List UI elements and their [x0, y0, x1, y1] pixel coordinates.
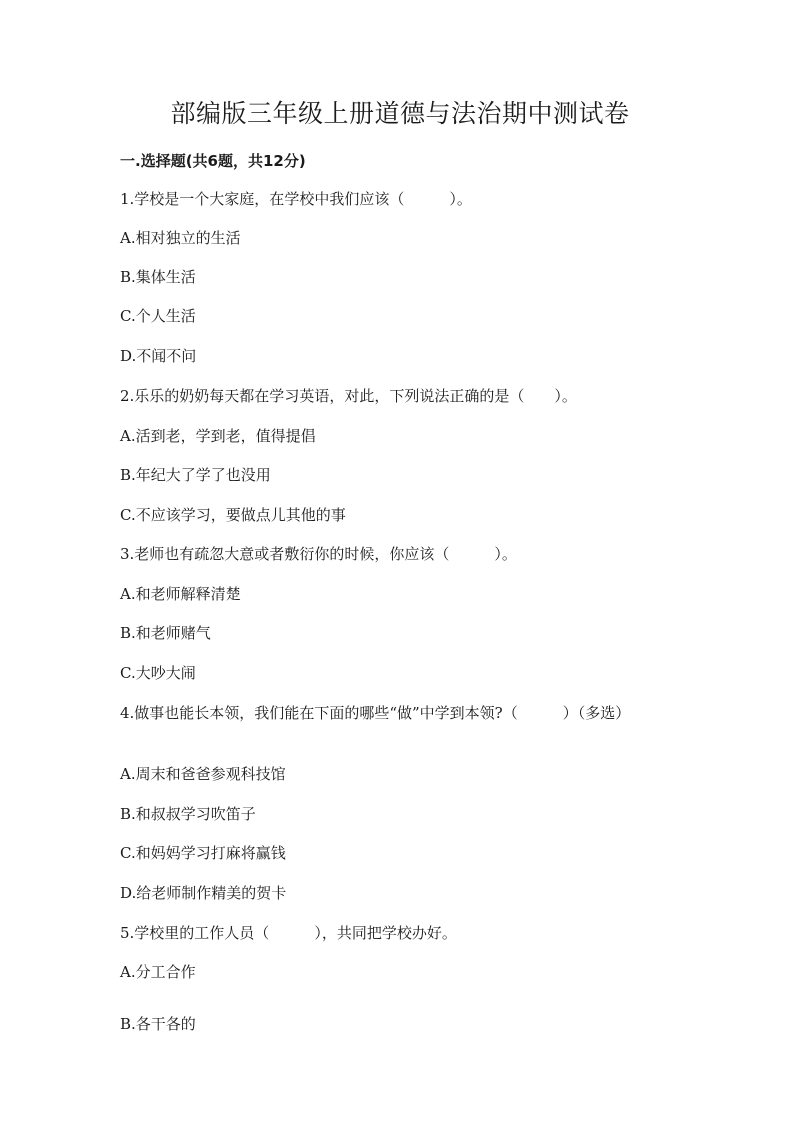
question-5-option-a: A.分工合作: [120, 963, 196, 981]
question-4-option-c: C.和妈妈学习打麻将赢钱: [120, 844, 286, 862]
question-1-option-a: A.相对独立的生活: [120, 229, 241, 247]
question-1-option-d: D.不闻不问: [120, 347, 197, 365]
question-4-option-d: D.给老师制作精美的贺卡: [120, 884, 287, 902]
question-5-option-b: B.各干各的: [120, 1015, 196, 1033]
question-1-option-c: C.个人生活: [120, 307, 196, 325]
question-2-option-c: C.不应该学习，要做点儿其他的事: [120, 506, 346, 524]
question-4-option-a: A.周末和爸爸参观科技馆: [120, 765, 286, 783]
question-3-option-a: A.和老师解释清楚: [120, 585, 241, 603]
question-2-option-a: A.活到老，学到老，值得提倡: [120, 427, 316, 445]
page-title: 部编版三年级上册道德与法治期中测试卷: [170, 99, 630, 128]
question-2-stem: 2.乐乐的奶奶每天都在学习英语，对此，下列说法正确的是（ ）。: [120, 387, 577, 405]
question-1-stem: 1.学校是一个大家庭，在学校中我们应该（ ）。: [120, 190, 472, 208]
section-heading: 一.选择题(共6题，共12分): [120, 152, 306, 170]
question-3-option-c: C.大吵大闹: [120, 664, 196, 682]
question-1-option-b: B.集体生活: [120, 268, 196, 286]
question-3-option-b: B.和老师赌气: [120, 624, 211, 642]
question-4-stem: 4.做事也能长本领，我们能在下面的哪些“做”中学到本领?（ ）（多选）: [120, 704, 631, 722]
question-3-stem: 3.老师也有疏忽大意或者敷衍你的时候，你应该（ ）。: [120, 545, 517, 563]
question-5-stem: 5.学校里的工作人员（ ），共同把学校办好。: [120, 924, 457, 942]
question-4-option-b: B.和叔叔学习吹笛子: [120, 805, 256, 823]
question-2-option-b: B.年纪大了学了也没用: [120, 466, 271, 484]
